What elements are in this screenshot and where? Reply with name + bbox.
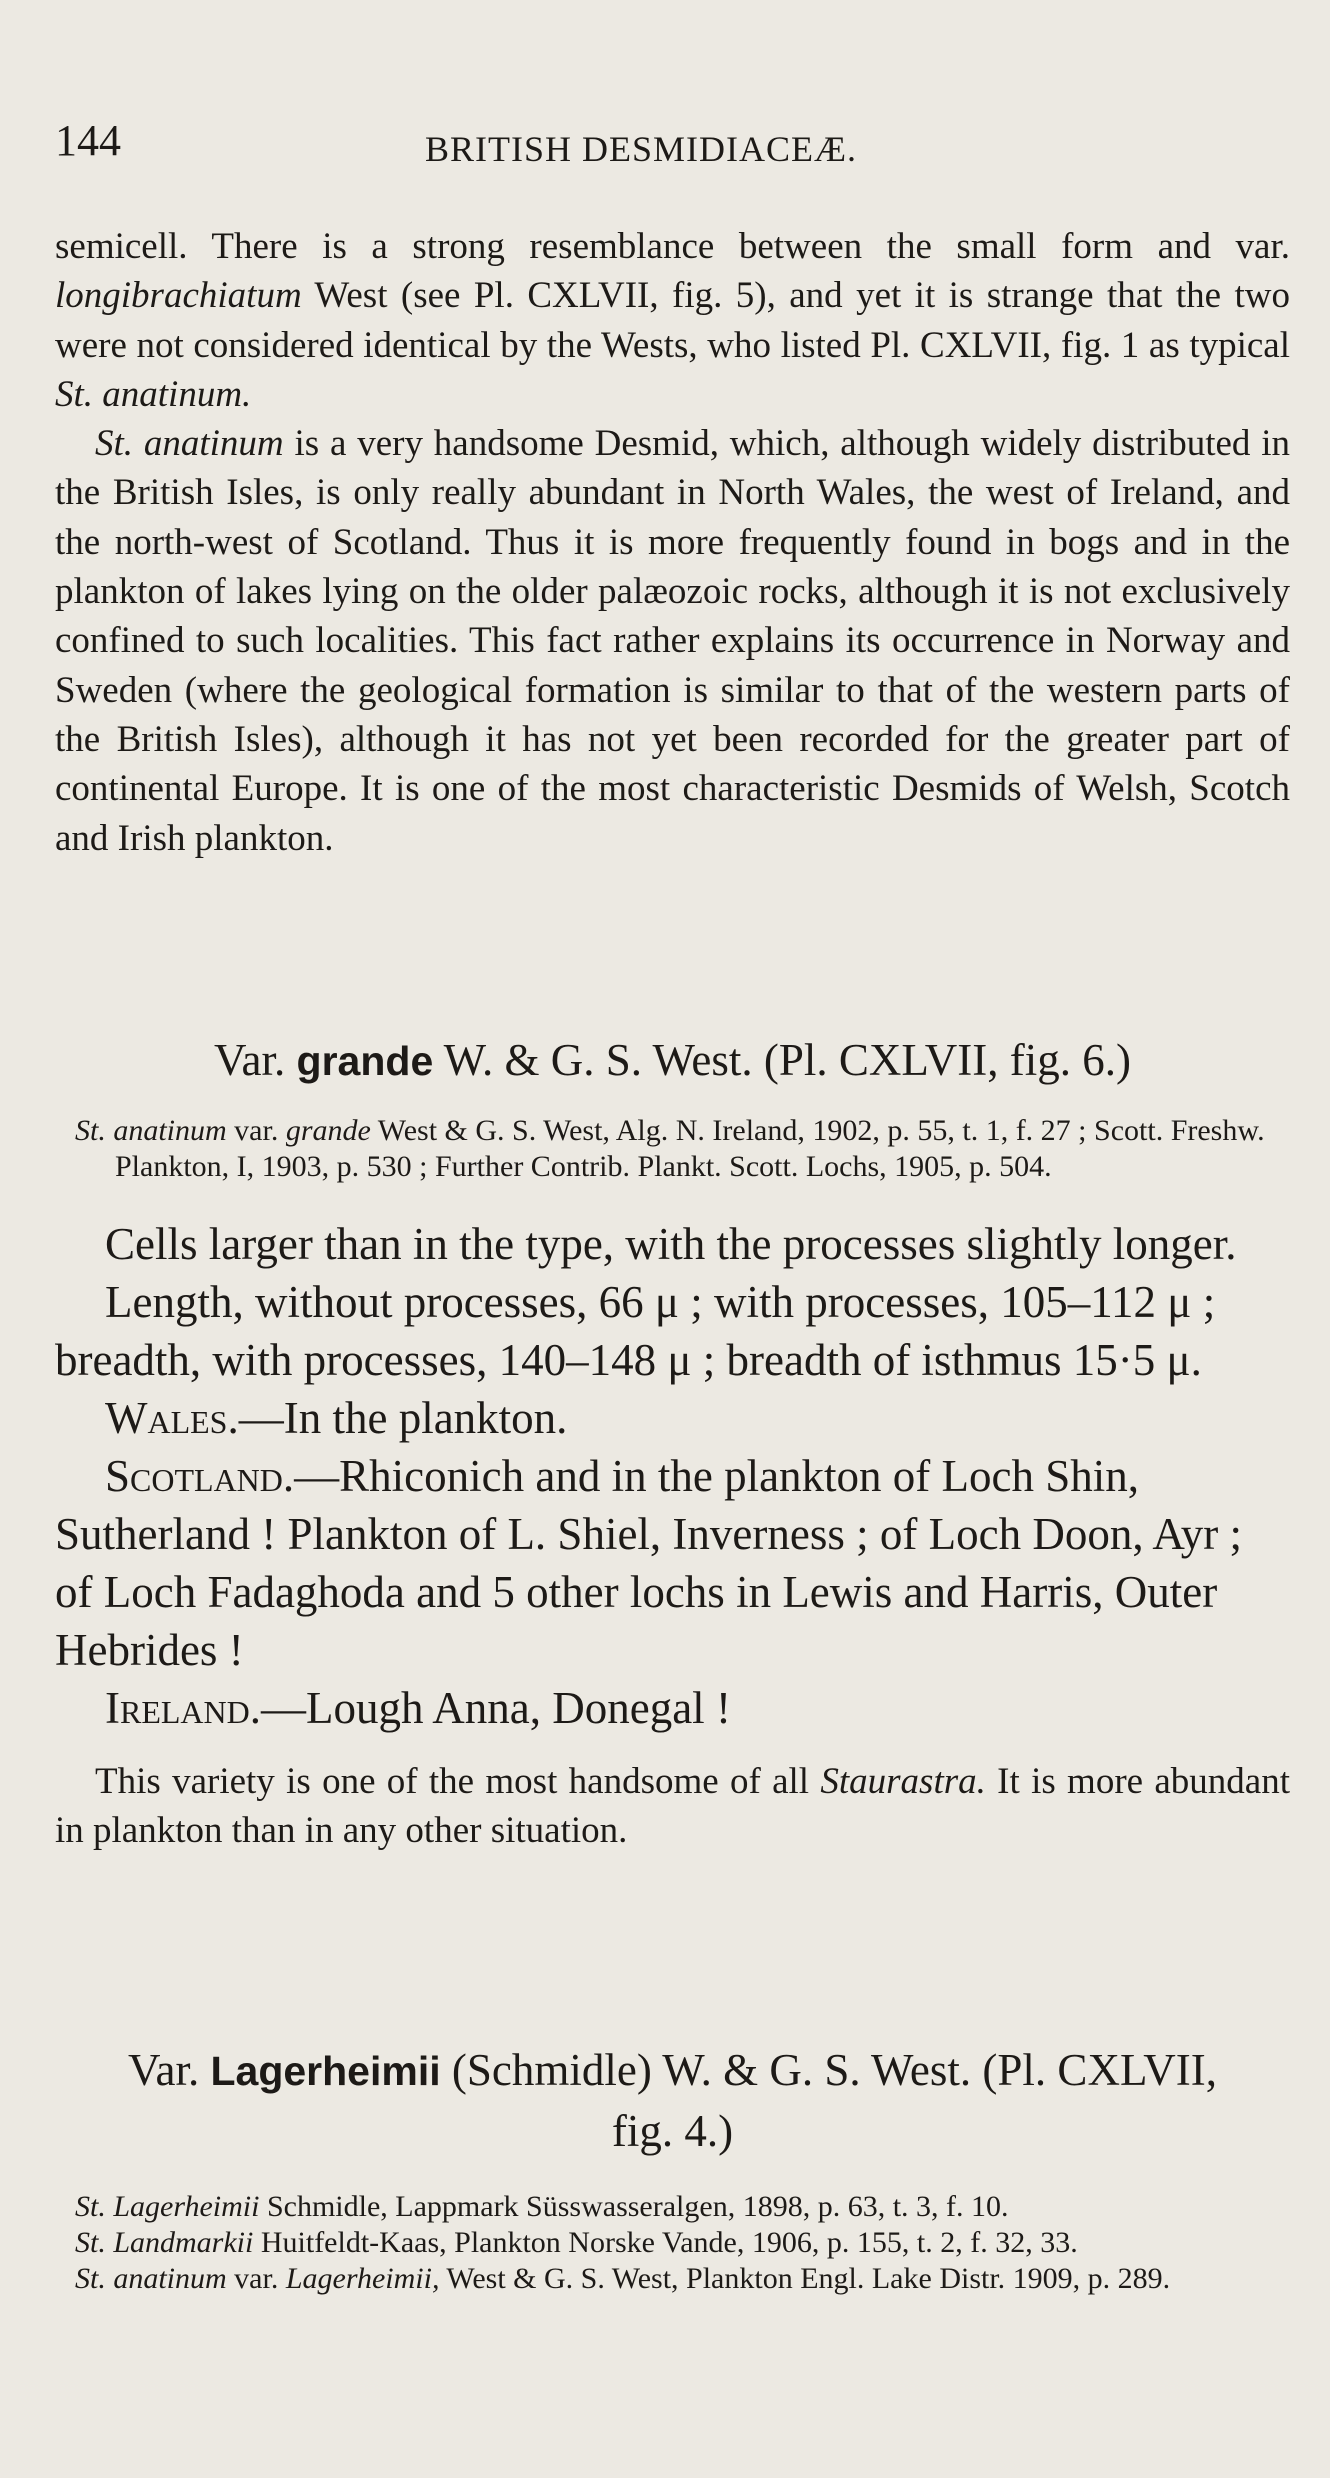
var-grande-references	[55, 1113, 1290, 1185]
description-cells: Cells larger than in the type, with the processes slightly longer.	[105, 1219, 1237, 1269]
intro-paragraph-1: semicell. There is a strong resemblance between the small form and var. longibrachiatum West (see Pl. CXLVII, fig. 5), and yet it is strange that the two were not considered identical by the Wests, who listed Pl. CXLVII, fig. 1 as typical St. anatinum.	[55, 226, 1290, 415]
note-paragraph: This variety is one of the most handsome of all Staurastra. It is more abundant in plankton than in any other situation.	[55, 1761, 1290, 1852]
section-var-lagerheimii	[55, 2040, 1290, 2297]
reference-entry: St. anatinum var. Lagerheimii, West & G. S. West, Plankton Engl. Lake Distr. 1909, p. 289.	[75, 2262, 1171, 2295]
reference-entry: St. Landmarkii Huitfeldt-Kaas, Plankton Norske Vande, 1906, p. 155, t. 2, f. 32, 33.	[75, 2226, 1078, 2259]
locality-wales: Wales.—In the plankton.	[105, 1393, 568, 1443]
page-number: 144	[55, 116, 121, 165]
book-page	[55, 110, 1290, 2295]
var-grande-note	[55, 1757, 1290, 1856]
reference-entry: St. Lagerheimii Schmidle, Lappmark Süsswasseralgen, 1898, p. 63, t. 3, f. 10.	[75, 2190, 1009, 2223]
reference-entry: St. anatinum var. grande West & G. S. West, Alg. N. Ireland, 1902, p. 55, t. 1, f. 27 ; Scott. Freshw. Plankton, I, 1903, p. 530 ; Further Contrib. Plankt. Scott. Lochs, 1905, p. 504.	[75, 1114, 1265, 1183]
running-title: BRITISH DESMIDIACEÆ.	[425, 129, 858, 169]
locality-ireland: Ireland.—Lough Anna, Donegal !	[105, 1683, 731, 1733]
intro-text	[55, 222, 1290, 863]
running-head	[55, 110, 1290, 180]
var-grande-heading: Var. grande W. & G. S. West. (Pl. CXLVII, fig. 6.)	[214, 1035, 1131, 1085]
var-lagerheimii-references	[55, 2189, 1290, 2297]
section-var-grande	[55, 1030, 1290, 1856]
description-measurements: Length, without processes, 66 μ ; with processes, 105–112 μ ; breadth, with processes, 140–148 μ ; breadth of isthmus 15·5 μ.	[55, 1277, 1216, 1385]
var-grande-description	[55, 1215, 1290, 1737]
intro-paragraph-2: St. anatinum is a very handsome Desmid, which, although widely distributed in the British Isles, is only really abundant in North Wales, the west of Ireland, and the north-west of Scotland. Thus it is more frequently found in bogs and in the plankton of lakes lying on the older palæozoic rocks, although it is not exclusively confined to such localities. This fact rather explains its occurrence in Norway and Sweden (where the geological formation is similar to that of the western parts of the British Isles), although it has not yet been recorded for the greater part of continental Europe. It is one of the most characteristic Desmids of Welsh, Scotch and Irish plankton.	[55, 423, 1290, 859]
locality-scotland: Scotland.—Rhiconich and in the plankton of Loch Shin, Sutherland ! Plankton of L. Shiel, Inverness ; of Loch Doon, Ayr ; of Loch Fadaghoda and 5 other lochs in Lewis and Harris, Outer Hebrides !	[55, 1451, 1242, 1675]
var-lagerheimii-heading: Var. Lagerheimii (Schmidle) W. & G. S. West. (Pl. CXLVII, fig. 4.)	[127, 2045, 1218, 2156]
